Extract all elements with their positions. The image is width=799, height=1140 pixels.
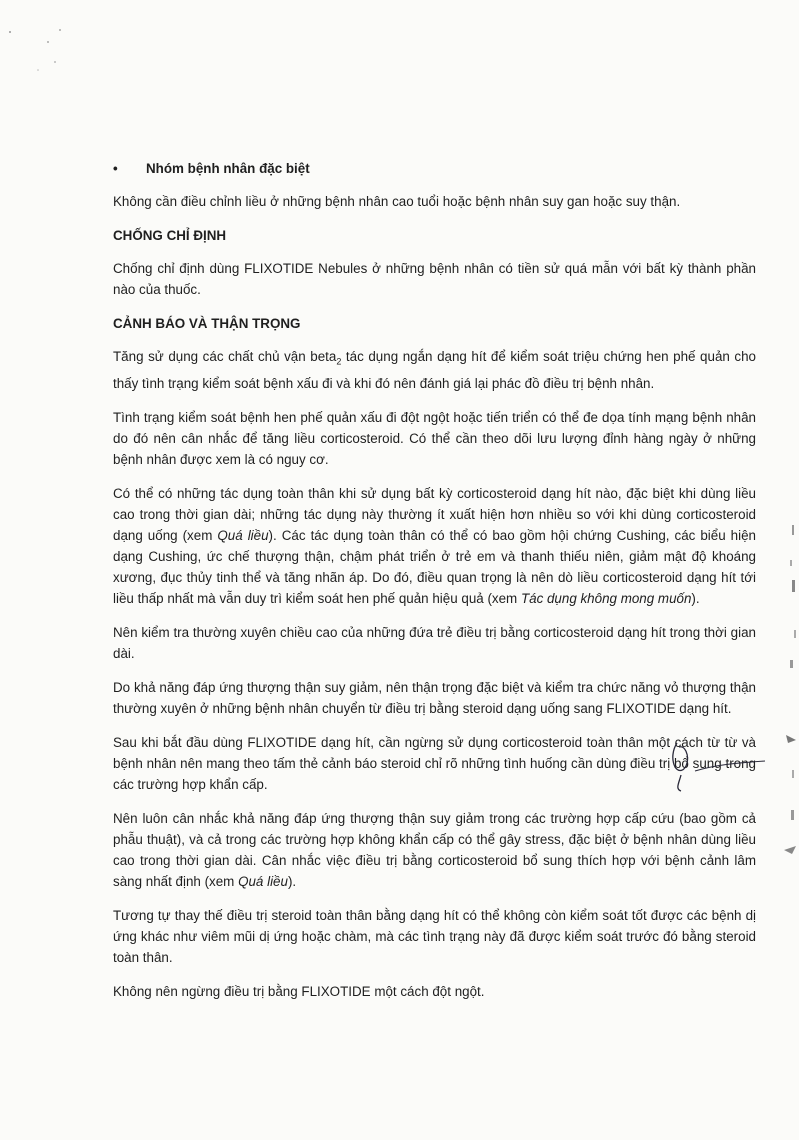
warning-7-ref-overdose: Quá liều bbox=[238, 873, 288, 889]
paragraph-warning-7 bbox=[113, 808, 756, 892]
scan-specks-right-edge bbox=[772, 520, 799, 920]
paragraph-warning-2: Tình trạng kiểm soát bệnh hen phế quản xấu đi đột ngột hoặc tiến triển có thể đe dọa tính mạng bệnh nhân do đó nên cân nhắc để tăng liều corticosteroid. Có thể cần theo dõi lưu lượng đỉnh hàng ngày ở những bệnh nhân được xem là có nguy cơ. bbox=[113, 409, 756, 467]
scan-specks-topleft bbox=[0, 20, 80, 100]
warning-3-ref-side-effects: Tác dụng không mong muốn bbox=[520, 590, 692, 606]
paragraph-warning-9: Không nên ngừng điều trị bằng FLIXOTIDE một cách đột ngột. bbox=[113, 983, 485, 999]
paragraph-warning-3 bbox=[113, 483, 756, 609]
warning-1-text-b: tác dụng ngắn dạng hít để kiểm soát triệu chứng hen phế quản cho thấy tình trạng kiểm soát bệnh xấu đi và khi đó nên đánh giá lại phác đồ điều trị bệnh nhân. bbox=[113, 349, 757, 391]
warning-1-subscript: 2 bbox=[336, 356, 342, 367]
warning-7-text-b: ). bbox=[287, 873, 297, 889]
bullet-item-special-patients bbox=[113, 158, 756, 179]
paragraph-warning-5: Do khả năng đáp ứng thượng thận suy giảm, nên thận trọng đặc biệt và kiểm tra chức năng vỏ thượng thận thường xuyên ở những bệnh nhân chuyển từ điều trị bằng steroid dạng uống sang FLIXOTIDE dạng hít. bbox=[113, 679, 756, 716]
bullet-dot-icon: • bbox=[113, 161, 118, 176]
document-body bbox=[113, 158, 756, 1015]
paragraph-contraindications: Chống chỉ định dùng FLIXOTIDE Nebules ở những bệnh nhân có tiền sử quá mẫn với bất kỳ thành phần nào của thuốc. bbox=[113, 261, 756, 297]
paragraph-warning-4: Nên kiểm tra thường xuyên chiều cao của những đứa trẻ điều trị bằng corticosteroid dạng hít trong thời gian dài. bbox=[113, 624, 756, 661]
bullet-heading: Nhóm bệnh nhân đặc biệt bbox=[146, 161, 310, 176]
paragraph-warning-6: Sau khi bắt đầu dùng FLIXOTIDE dạng hít, cần ngừng sử dụng corticosteroid toàn thân một cách từ từ và bệnh nhân nên mang theo tấm thẻ cảnh báo steroid chỉ rõ những tình huống cần dùng điều trị bổ sung trong các trường hợp khẩn cấp. bbox=[113, 734, 756, 792]
heading-warnings: CẢNH BÁO VÀ THẬN TRỌNG bbox=[113, 316, 301, 331]
handwritten-pen-mark-icon bbox=[655, 735, 775, 795]
paragraph-warning-1 bbox=[113, 346, 756, 394]
warning-3-ref-overdose: Quá liều bbox=[217, 527, 269, 543]
warning-1-text-a: Tăng sử dụng các chất chủ vận beta bbox=[113, 349, 337, 364]
warning-3-text-a: Có thể có những tác dụng toàn thân khi sử dụng bất kỳ corticosteroid dạng hít nào, đặc biệt khi dùng liều cao trong thời gian dài; những tác dụng này thường ít xuất hiện hơn nhiều so với khi dùng corticosteroid dạng uống (xem bbox=[113, 485, 756, 543]
paragraph-warning-8: Tương tự thay thế điều trị steroid toàn thân bằng dạng hít có thể không còn kiểm soát tốt được các bệnh dị ứng khác như viêm mũi dị ứng hoặc chàm, mà các tình trạng này đã được kiểm soát trước đó bằng steroid toàn thân. bbox=[113, 907, 756, 965]
heading-contraindications: CHỐNG CHỈ ĐỊNH bbox=[113, 228, 227, 243]
paragraph-special-patients: Không cần điều chỉnh liều ở những bệnh nhân cao tuổi hoặc bệnh nhân suy gan hoặc suy thận. bbox=[113, 194, 681, 209]
warning-3-text-b: ). Các tác dụng toàn thân có thể có bao gồm hội chứng Cushing, các biểu hiện dạng Cushing, ức chế thượng thận, chậm phát triển ở trẻ em và thanh thiếu niên, giảm mật độ khoáng xương, đục thủy tinh thể và tăng nhãn áp. Do đó, điều quan trọng là nên dò liều corticosteroid dạng hít tới liều thấp nhất mà vẫn duy trì kiểm soát hen phế quản hiệu quả (xem bbox=[113, 527, 756, 606]
warning-7-text-a: Nên luôn cân nhắc khả năng đáp ứng thượng thận suy giảm trong các trường hợp cấp cứu (bao gồm cả phẫu thuật), và cả trong các trường hợp không khẩn cấp có thể gây stress, đặc biệt ở bệnh nhân dùng liều cao trong thời gian dài. Cân nhắc việc điều trị bằng corticosteroid bổ sung thích hợp với bệnh cảnh lâm sàng nhất định (xem bbox=[113, 810, 756, 889]
warning-3-text-c: ). bbox=[691, 590, 700, 606]
